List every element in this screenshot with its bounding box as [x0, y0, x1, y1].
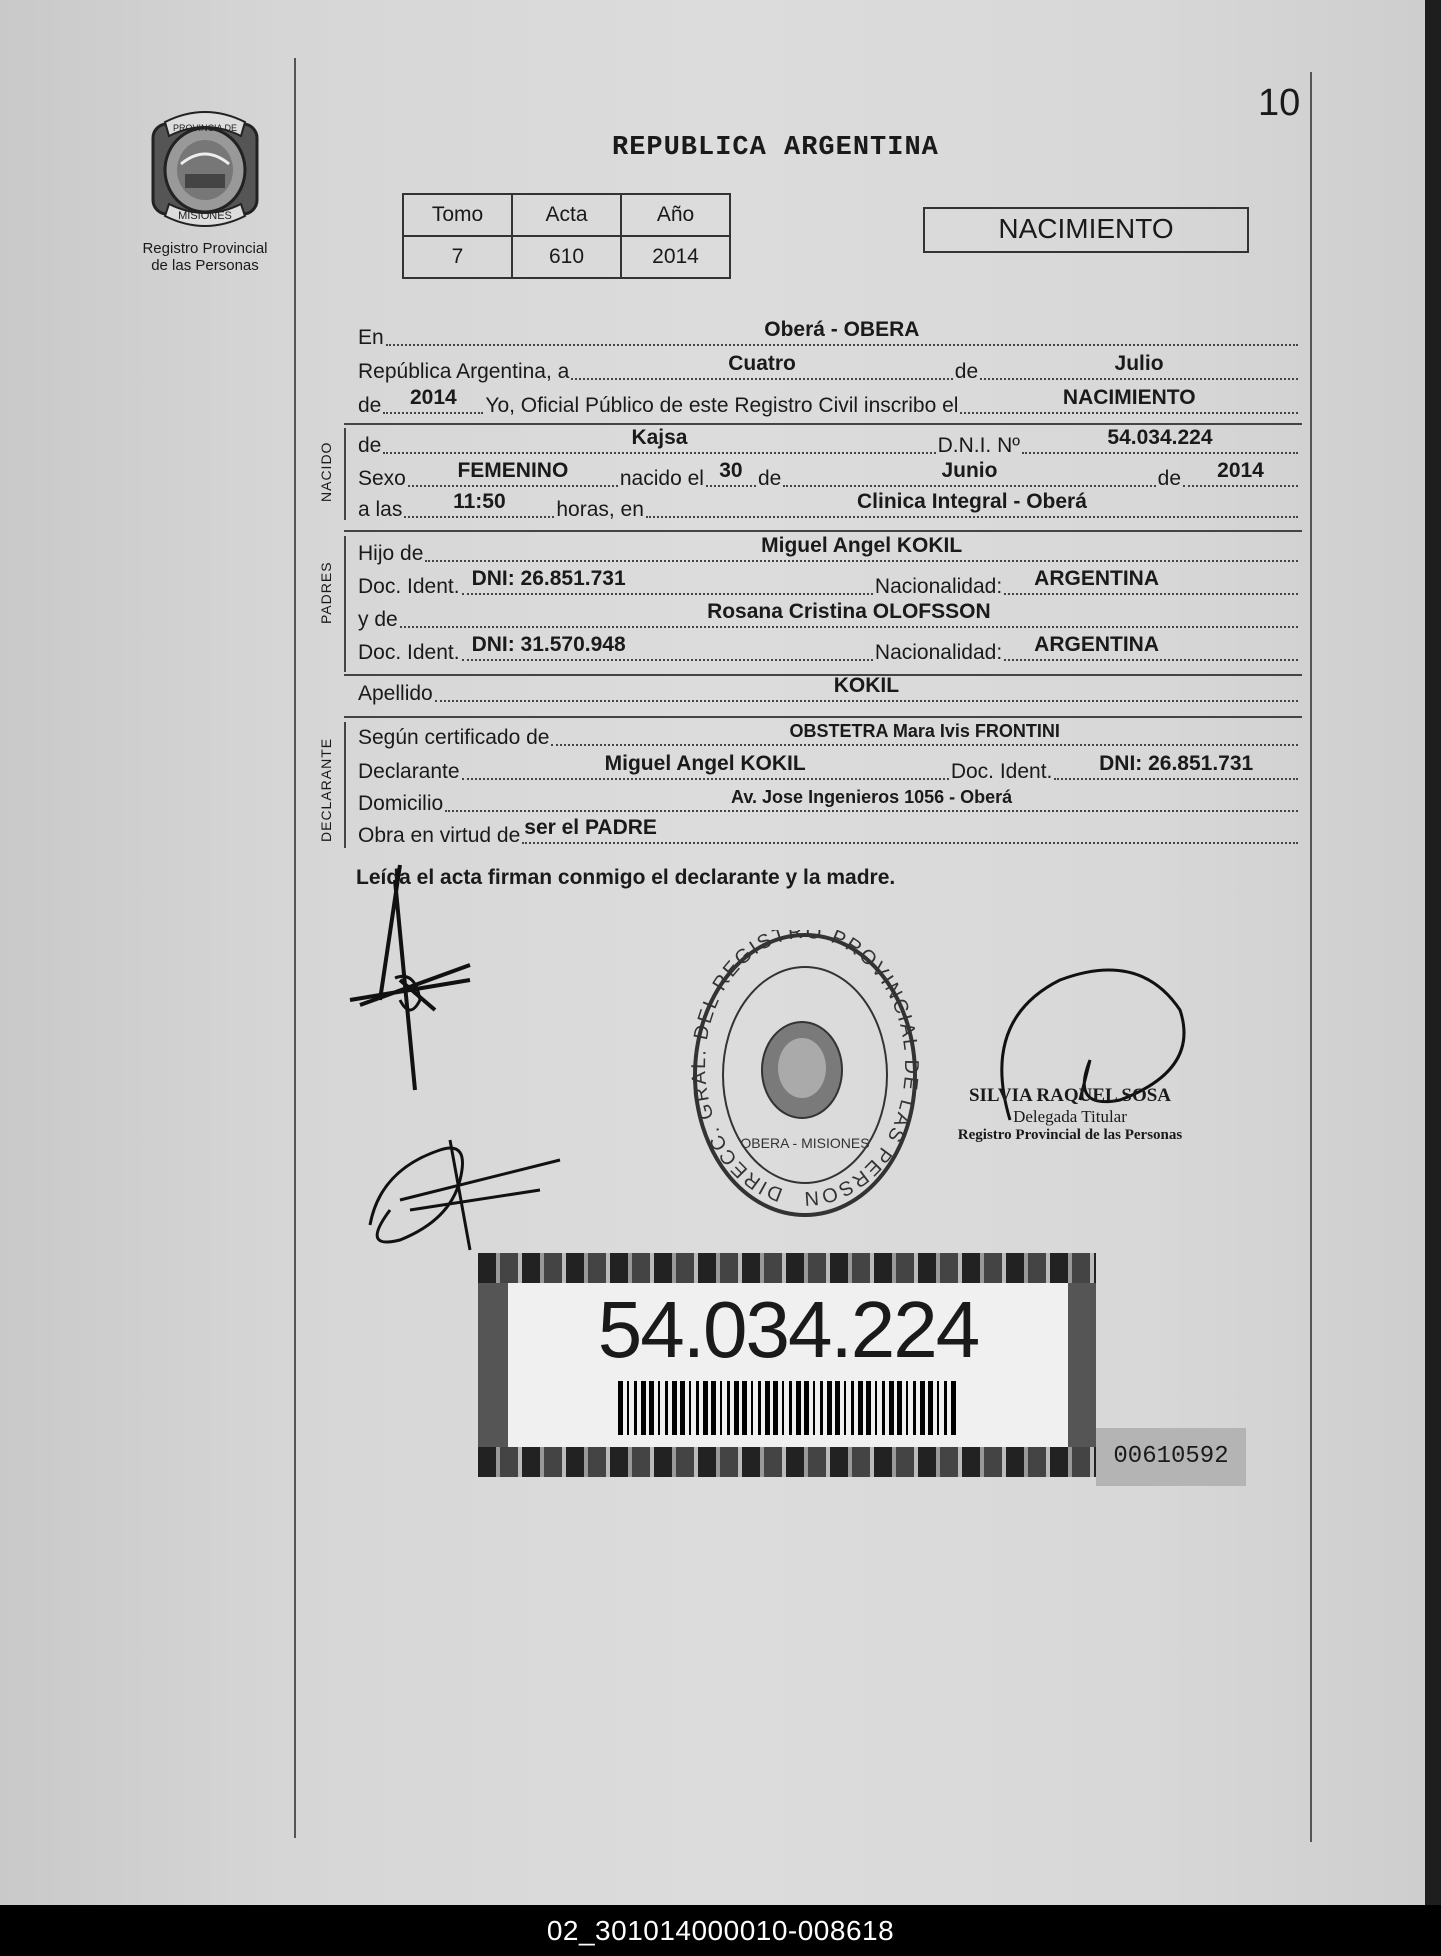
decl-doc-field: [1054, 752, 1298, 780]
serial-sticker: 00610592: [1096, 1428, 1246, 1486]
father-doc-field: [462, 567, 873, 595]
name-field: [383, 426, 935, 454]
dni-value: 54.034.224: [1107, 426, 1213, 449]
decl-doc-label: Doc. Ident.: [950, 760, 1053, 783]
row-nacido-de: [358, 426, 1300, 458]
sexo-field: [408, 459, 618, 487]
logo-caption: [125, 240, 285, 274]
time-field: [404, 490, 554, 518]
father-nat-field: [1004, 567, 1298, 595]
domicilio-value: Av. Jose Ingenieros 1056 - Oberá: [731, 787, 1013, 807]
header-tomo: Tomo: [403, 194, 512, 236]
obra-label: Obra en virtud de: [358, 824, 521, 847]
father-value: Miguel Angel KOKIL: [761, 534, 963, 557]
place-value: Clinica Integral - Oberá: [857, 490, 1087, 513]
declarante-bracket: [344, 722, 346, 848]
mother-doc-label: Doc. Ident.: [358, 641, 460, 664]
official-name: SILVIA RAQUEL SOSA: [968, 1085, 1172, 1106]
page-number: 10: [1258, 82, 1301, 124]
value-tomo: 7: [403, 236, 512, 278]
row-hora: [358, 490, 1300, 522]
birth-month-field: [783, 459, 1155, 487]
year-de-label: de: [358, 394, 382, 417]
domicilio-label: Domicilio: [358, 792, 444, 815]
dni-field: [1022, 426, 1298, 454]
year-field: [383, 386, 483, 414]
year-value: 2014: [410, 386, 457, 409]
horas-label: horas, en: [556, 498, 644, 521]
decl-doc-value: DNI: 26.851.731: [1099, 752, 1254, 775]
month-field: [980, 352, 1298, 380]
mother-nat-value: ARGENTINA: [1034, 633, 1160, 656]
official-stamp: [690, 930, 920, 1220]
row-republica: [358, 352, 1300, 384]
row-declarante: [358, 752, 1300, 784]
time-value: 11:50: [453, 490, 506, 513]
sticker-inner: [508, 1283, 1068, 1447]
en-value: Oberá - OBERA: [764, 318, 920, 341]
padres-label: PADRES: [318, 561, 334, 624]
apellido-value: KOKIL: [833, 674, 900, 697]
oficial-text: Yo, Oficial Público de este Registro Civil inscribo el: [485, 394, 959, 417]
mother-field: [400, 600, 1298, 628]
logo-caption-line-2: de las Personas: [151, 257, 259, 274]
father-doc-value: DNI: 26.851.731: [471, 567, 626, 590]
sexo-value: FEMENINO: [457, 459, 569, 482]
nacido-bracket: [344, 428, 346, 520]
father-doc-label: Doc. Ident.: [358, 575, 460, 598]
header-acta: Acta: [512, 194, 621, 236]
nacido-label: NACIDO: [318, 441, 334, 502]
value-acta: 610: [512, 236, 621, 278]
svg-text:PROVINCIA DE: PROVINCIA DE: [172, 123, 238, 133]
birth-day-value: 30: [719, 459, 743, 482]
place-field: [646, 490, 1298, 518]
month-value: Julio: [1114, 352, 1164, 375]
document-title: REPUBLICA ARGENTINA: [612, 133, 939, 163]
stamp-inner-text: OBERA - MISIONES: [740, 1135, 870, 1151]
closing-statement: Leída el acta firman conmigo el declarante y la madre.: [356, 866, 896, 889]
official-role: Delegada Titular: [1013, 1107, 1127, 1126]
row-sexo: [358, 459, 1300, 491]
nacido-el-label: nacido el: [619, 467, 704, 490]
father-field: [425, 534, 1298, 562]
mother-signature: [360, 1130, 580, 1260]
a-las-label: a las: [358, 498, 403, 521]
mother-nat-field: [1004, 633, 1298, 661]
row-mother-doc: [358, 633, 1300, 665]
row-domicilio: [358, 788, 1300, 816]
certificado-label: Según certificado de: [358, 726, 550, 749]
row-hijo-de: [358, 534, 1300, 566]
padres-bracket: [344, 536, 346, 672]
declarante-field-label: Declarante: [358, 760, 460, 783]
header-ano: Año: [621, 194, 730, 236]
divider-1: [344, 423, 1302, 425]
declarante-field: [462, 752, 949, 780]
day-value: Cuatro: [728, 352, 796, 375]
birth-month-value: Junio: [941, 459, 998, 482]
domicilio-field: [445, 784, 1298, 812]
mother-doc-field: [462, 633, 873, 661]
obra-field: [522, 816, 1298, 844]
name-value: Kajsa: [631, 426, 688, 449]
reference-table: [402, 193, 731, 279]
day-field: [571, 352, 952, 380]
row-certificado: [358, 722, 1300, 750]
month-de-label: de: [954, 360, 979, 383]
nacido-de-label: de: [358, 434, 382, 457]
inscribo-field: [960, 386, 1298, 414]
birth-year-value: 2014: [1217, 459, 1264, 482]
dni-sticker: [478, 1253, 1096, 1477]
declarant-signature: [340, 860, 490, 1100]
row-year: [358, 386, 1300, 418]
birth-year-field: [1183, 459, 1298, 487]
declarante-label: DECLARANTE: [318, 737, 334, 842]
father-nat-label: Nacionalidad:: [874, 575, 1003, 598]
sticker-pattern-top: [478, 1253, 1096, 1283]
barcode: [618, 1381, 958, 1435]
sticker-number: 54.034.224: [597, 1285, 979, 1374]
row-apellido: [358, 674, 1300, 706]
dni-label: D.N.I. Nº: [937, 434, 1020, 457]
apellido-field: [435, 674, 1298, 702]
left-margin-line: [294, 58, 296, 1838]
row-en: [358, 318, 1300, 350]
mother-doc-value: DNI: 31.570.948: [471, 633, 626, 656]
divider-2: [344, 530, 1302, 532]
sexo-label: Sexo: [358, 467, 406, 490]
apellido-label: Apellido: [358, 682, 433, 705]
obra-value: ser el PADRE: [524, 816, 657, 839]
record-type-box: NACIMIENTO: [923, 207, 1249, 253]
sticker-pattern-bottom: [478, 1447, 1096, 1477]
footer-id: 02_301014000010-008618: [0, 1905, 1441, 1956]
mother-value: Rosana Cristina OLOFSSON: [707, 600, 991, 623]
mother-nat-label: Nacionalidad:: [874, 641, 1003, 664]
birth-day-field: [706, 459, 756, 487]
official-block: [940, 1085, 1200, 1144]
row-father-doc: [358, 567, 1300, 599]
certificado-value: OBSTETRA Mara Ivis FRONTINI: [789, 721, 1060, 741]
scan-edge: [1425, 0, 1441, 1905]
birth-month-de-label: de: [757, 467, 782, 490]
certificado-field: [551, 718, 1298, 746]
en-field: [386, 318, 1298, 346]
logo-caption-line-1: Registro Provincial: [142, 240, 268, 257]
hijo-label: Hijo de: [358, 542, 424, 565]
right-margin-line: [1310, 72, 1312, 1842]
birth-year-de-label: de: [1157, 467, 1181, 490]
yde-label: y de: [358, 608, 398, 631]
province-logo: [145, 104, 265, 234]
inscribo-value: NACIMIENTO: [1062, 386, 1196, 409]
republica-label: República Argentina, a: [358, 360, 570, 383]
en-label: En: [358, 326, 384, 349]
declarante-value: Miguel Angel KOKIL: [604, 752, 806, 775]
svg-text:MISIONES: MISIONES: [178, 210, 232, 222]
father-nat-value: ARGENTINA: [1034, 567, 1160, 590]
value-ano: 2014: [621, 236, 730, 278]
official-office: Registro Provincial de las Personas: [957, 1127, 1183, 1143]
row-obra: [358, 816, 1300, 848]
stamp-ring-text: DIRECC. GRAL. DEL REGISTRO PROVINCIAL DE LAS PERSON: [690, 930, 920, 1210]
row-y-de: [358, 600, 1300, 632]
